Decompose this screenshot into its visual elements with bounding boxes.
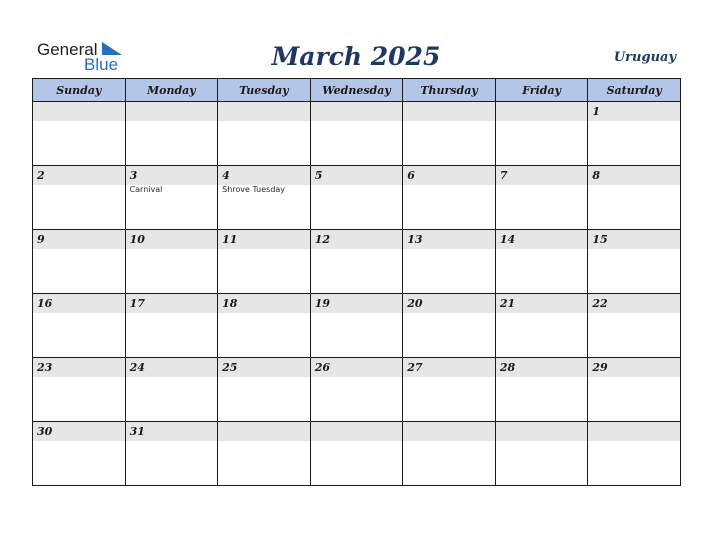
day-cell bbox=[33, 230, 126, 294]
day-number: 21 bbox=[499, 297, 516, 310]
day-cell bbox=[125, 358, 218, 422]
day-cell bbox=[588, 294, 681, 358]
day-cell bbox=[495, 358, 588, 422]
day-cell bbox=[588, 102, 681, 166]
day-number-bar bbox=[33, 166, 125, 185]
day-number: 16 bbox=[37, 297, 53, 310]
calendar-grid bbox=[32, 78, 681, 486]
day-cell bbox=[125, 166, 218, 230]
page-title: March 2025 bbox=[271, 42, 441, 71]
day-number-bar bbox=[588, 102, 680, 121]
week-row bbox=[33, 358, 681, 422]
day-number: 31 bbox=[129, 425, 145, 438]
day-number-bar bbox=[218, 166, 310, 185]
day-number: 18 bbox=[222, 297, 238, 310]
day-cell bbox=[310, 422, 403, 486]
day-number bbox=[588, 422, 680, 441]
day-number-bar bbox=[588, 358, 680, 377]
day-number-bar bbox=[403, 102, 495, 121]
weekday-header-row bbox=[33, 79, 681, 102]
day-number-bar bbox=[311, 358, 403, 377]
day-cell bbox=[218, 230, 311, 294]
day-cell bbox=[33, 102, 126, 166]
day-cell bbox=[403, 230, 496, 294]
day-number-bar bbox=[403, 358, 495, 377]
day-number bbox=[496, 422, 588, 441]
day-cell bbox=[495, 422, 588, 486]
day-number bbox=[496, 102, 588, 121]
day-number: 25 bbox=[222, 361, 238, 374]
day-number: 5 bbox=[314, 169, 323, 182]
day-number: 11 bbox=[222, 233, 238, 246]
day-cell bbox=[310, 230, 403, 294]
day-number-bar bbox=[496, 422, 588, 441]
day-number-bar bbox=[33, 294, 125, 313]
day-number: 27 bbox=[407, 361, 423, 374]
day-number-bar bbox=[218, 358, 310, 377]
day-number-bar bbox=[33, 102, 125, 121]
day-number-bar bbox=[496, 294, 588, 313]
day-cell bbox=[403, 102, 496, 166]
day-number-bar bbox=[126, 358, 218, 377]
day-number: 8 bbox=[592, 169, 601, 182]
day-number-bar bbox=[33, 358, 125, 377]
day-number bbox=[218, 422, 310, 441]
day-number-bar bbox=[218, 230, 310, 249]
day-cell bbox=[588, 358, 681, 422]
weekday-header: Saturday bbox=[588, 79, 681, 102]
day-cell bbox=[218, 358, 311, 422]
day-number: 30 bbox=[37, 425, 53, 438]
day-number-bar bbox=[588, 294, 680, 313]
day-number: 19 bbox=[314, 297, 330, 310]
weekday-header: Thursday bbox=[403, 79, 496, 102]
day-number: 9 bbox=[37, 233, 45, 246]
day-cell bbox=[588, 166, 681, 230]
day-number: 6 bbox=[407, 169, 415, 182]
day-number: 10 bbox=[129, 233, 145, 246]
day-cell bbox=[33, 422, 126, 486]
day-cell bbox=[588, 230, 681, 294]
calendar-body bbox=[33, 102, 681, 486]
day-cell bbox=[403, 166, 496, 230]
day-cell bbox=[310, 358, 403, 422]
day-cell bbox=[125, 294, 218, 358]
day-cell bbox=[125, 422, 218, 486]
day-number-bar bbox=[588, 230, 680, 249]
day-cell bbox=[33, 166, 126, 230]
day-number: 23 bbox=[37, 361, 53, 374]
logo-text-general: General bbox=[37, 40, 98, 59]
day-number-bar bbox=[311, 166, 403, 185]
day-number-bar bbox=[126, 422, 218, 441]
day-number-bar bbox=[126, 166, 218, 185]
day-number: 2 bbox=[37, 169, 45, 182]
day-number: 15 bbox=[592, 233, 608, 246]
day-number-bar bbox=[496, 358, 588, 377]
weekday-header: Monday bbox=[125, 79, 218, 102]
day-number bbox=[311, 102, 403, 121]
day-number-bar bbox=[311, 422, 403, 441]
day-number-bar bbox=[496, 102, 588, 121]
day-number-bar bbox=[403, 294, 495, 313]
weekday-header: Wednesday bbox=[310, 79, 403, 102]
day-cell bbox=[495, 294, 588, 358]
day-number bbox=[33, 102, 125, 121]
day-number-bar bbox=[311, 294, 403, 313]
day-number: 29 bbox=[592, 361, 608, 374]
day-number-bar bbox=[126, 294, 218, 313]
logo-text-blue: Blue bbox=[84, 55, 119, 74]
day-number: 12 bbox=[314, 233, 330, 246]
day-cell bbox=[403, 294, 496, 358]
day-number: 14 bbox=[499, 233, 516, 246]
day-number-bar bbox=[126, 102, 218, 121]
day-number: 26 bbox=[314, 361, 330, 374]
day-cell bbox=[218, 166, 311, 230]
day-number: 22 bbox=[592, 297, 608, 310]
day-cell bbox=[33, 294, 126, 358]
day-number bbox=[403, 102, 495, 121]
day-cell bbox=[403, 358, 496, 422]
holiday-label: Carnival bbox=[129, 185, 163, 194]
day-cell bbox=[310, 294, 403, 358]
week-row bbox=[33, 102, 681, 166]
week-row bbox=[33, 230, 681, 294]
day-number-bar bbox=[33, 422, 125, 441]
weekday-header: Sunday bbox=[33, 79, 126, 102]
weekday-header: Friday bbox=[495, 79, 588, 102]
day-number-bar bbox=[218, 294, 310, 313]
day-number: 1 bbox=[592, 105, 601, 118]
day-number: 7 bbox=[499, 169, 508, 182]
day-number: 28 bbox=[499, 361, 516, 374]
country-label: Uruguay bbox=[613, 50, 676, 65]
day-cell bbox=[495, 166, 588, 230]
day-number-bar bbox=[496, 166, 588, 185]
day-number-bar bbox=[403, 166, 495, 185]
day-cell bbox=[218, 294, 311, 358]
day-cell bbox=[218, 102, 311, 166]
day-number-bar bbox=[218, 102, 310, 121]
day-number-bar bbox=[403, 422, 495, 441]
day-number-bar bbox=[311, 230, 403, 249]
day-number-bar bbox=[496, 230, 588, 249]
day-cell bbox=[125, 102, 218, 166]
week-row bbox=[33, 294, 681, 358]
day-number: 20 bbox=[407, 297, 423, 310]
day-cell bbox=[218, 422, 311, 486]
day-number-bar bbox=[126, 230, 218, 249]
day-cell bbox=[310, 166, 403, 230]
day-number-bar bbox=[218, 422, 310, 441]
day-number-bar bbox=[588, 166, 680, 185]
day-number: 3 bbox=[129, 169, 138, 182]
day-number: 13 bbox=[407, 233, 423, 246]
day-cell bbox=[588, 422, 681, 486]
day-number-bar bbox=[311, 102, 403, 121]
day-cell bbox=[125, 230, 218, 294]
day-number: 4 bbox=[222, 169, 230, 182]
day-number: 24 bbox=[129, 361, 145, 374]
holiday-label: Shrove Tuesday bbox=[222, 185, 286, 194]
day-cell bbox=[495, 230, 588, 294]
day-cell bbox=[403, 422, 496, 486]
day-number bbox=[218, 102, 310, 121]
day-cell bbox=[310, 102, 403, 166]
day-cell bbox=[33, 358, 126, 422]
day-number bbox=[311, 422, 403, 441]
day-number-bar bbox=[33, 230, 125, 249]
week-row bbox=[33, 166, 681, 230]
weekday-header: Tuesday bbox=[218, 79, 311, 102]
day-number bbox=[126, 102, 218, 121]
day-number-bar bbox=[588, 422, 680, 441]
day-number-bar bbox=[403, 230, 495, 249]
day-cell bbox=[495, 102, 588, 166]
day-number: 17 bbox=[129, 297, 145, 310]
week-row bbox=[33, 422, 681, 486]
day-number bbox=[403, 422, 495, 441]
